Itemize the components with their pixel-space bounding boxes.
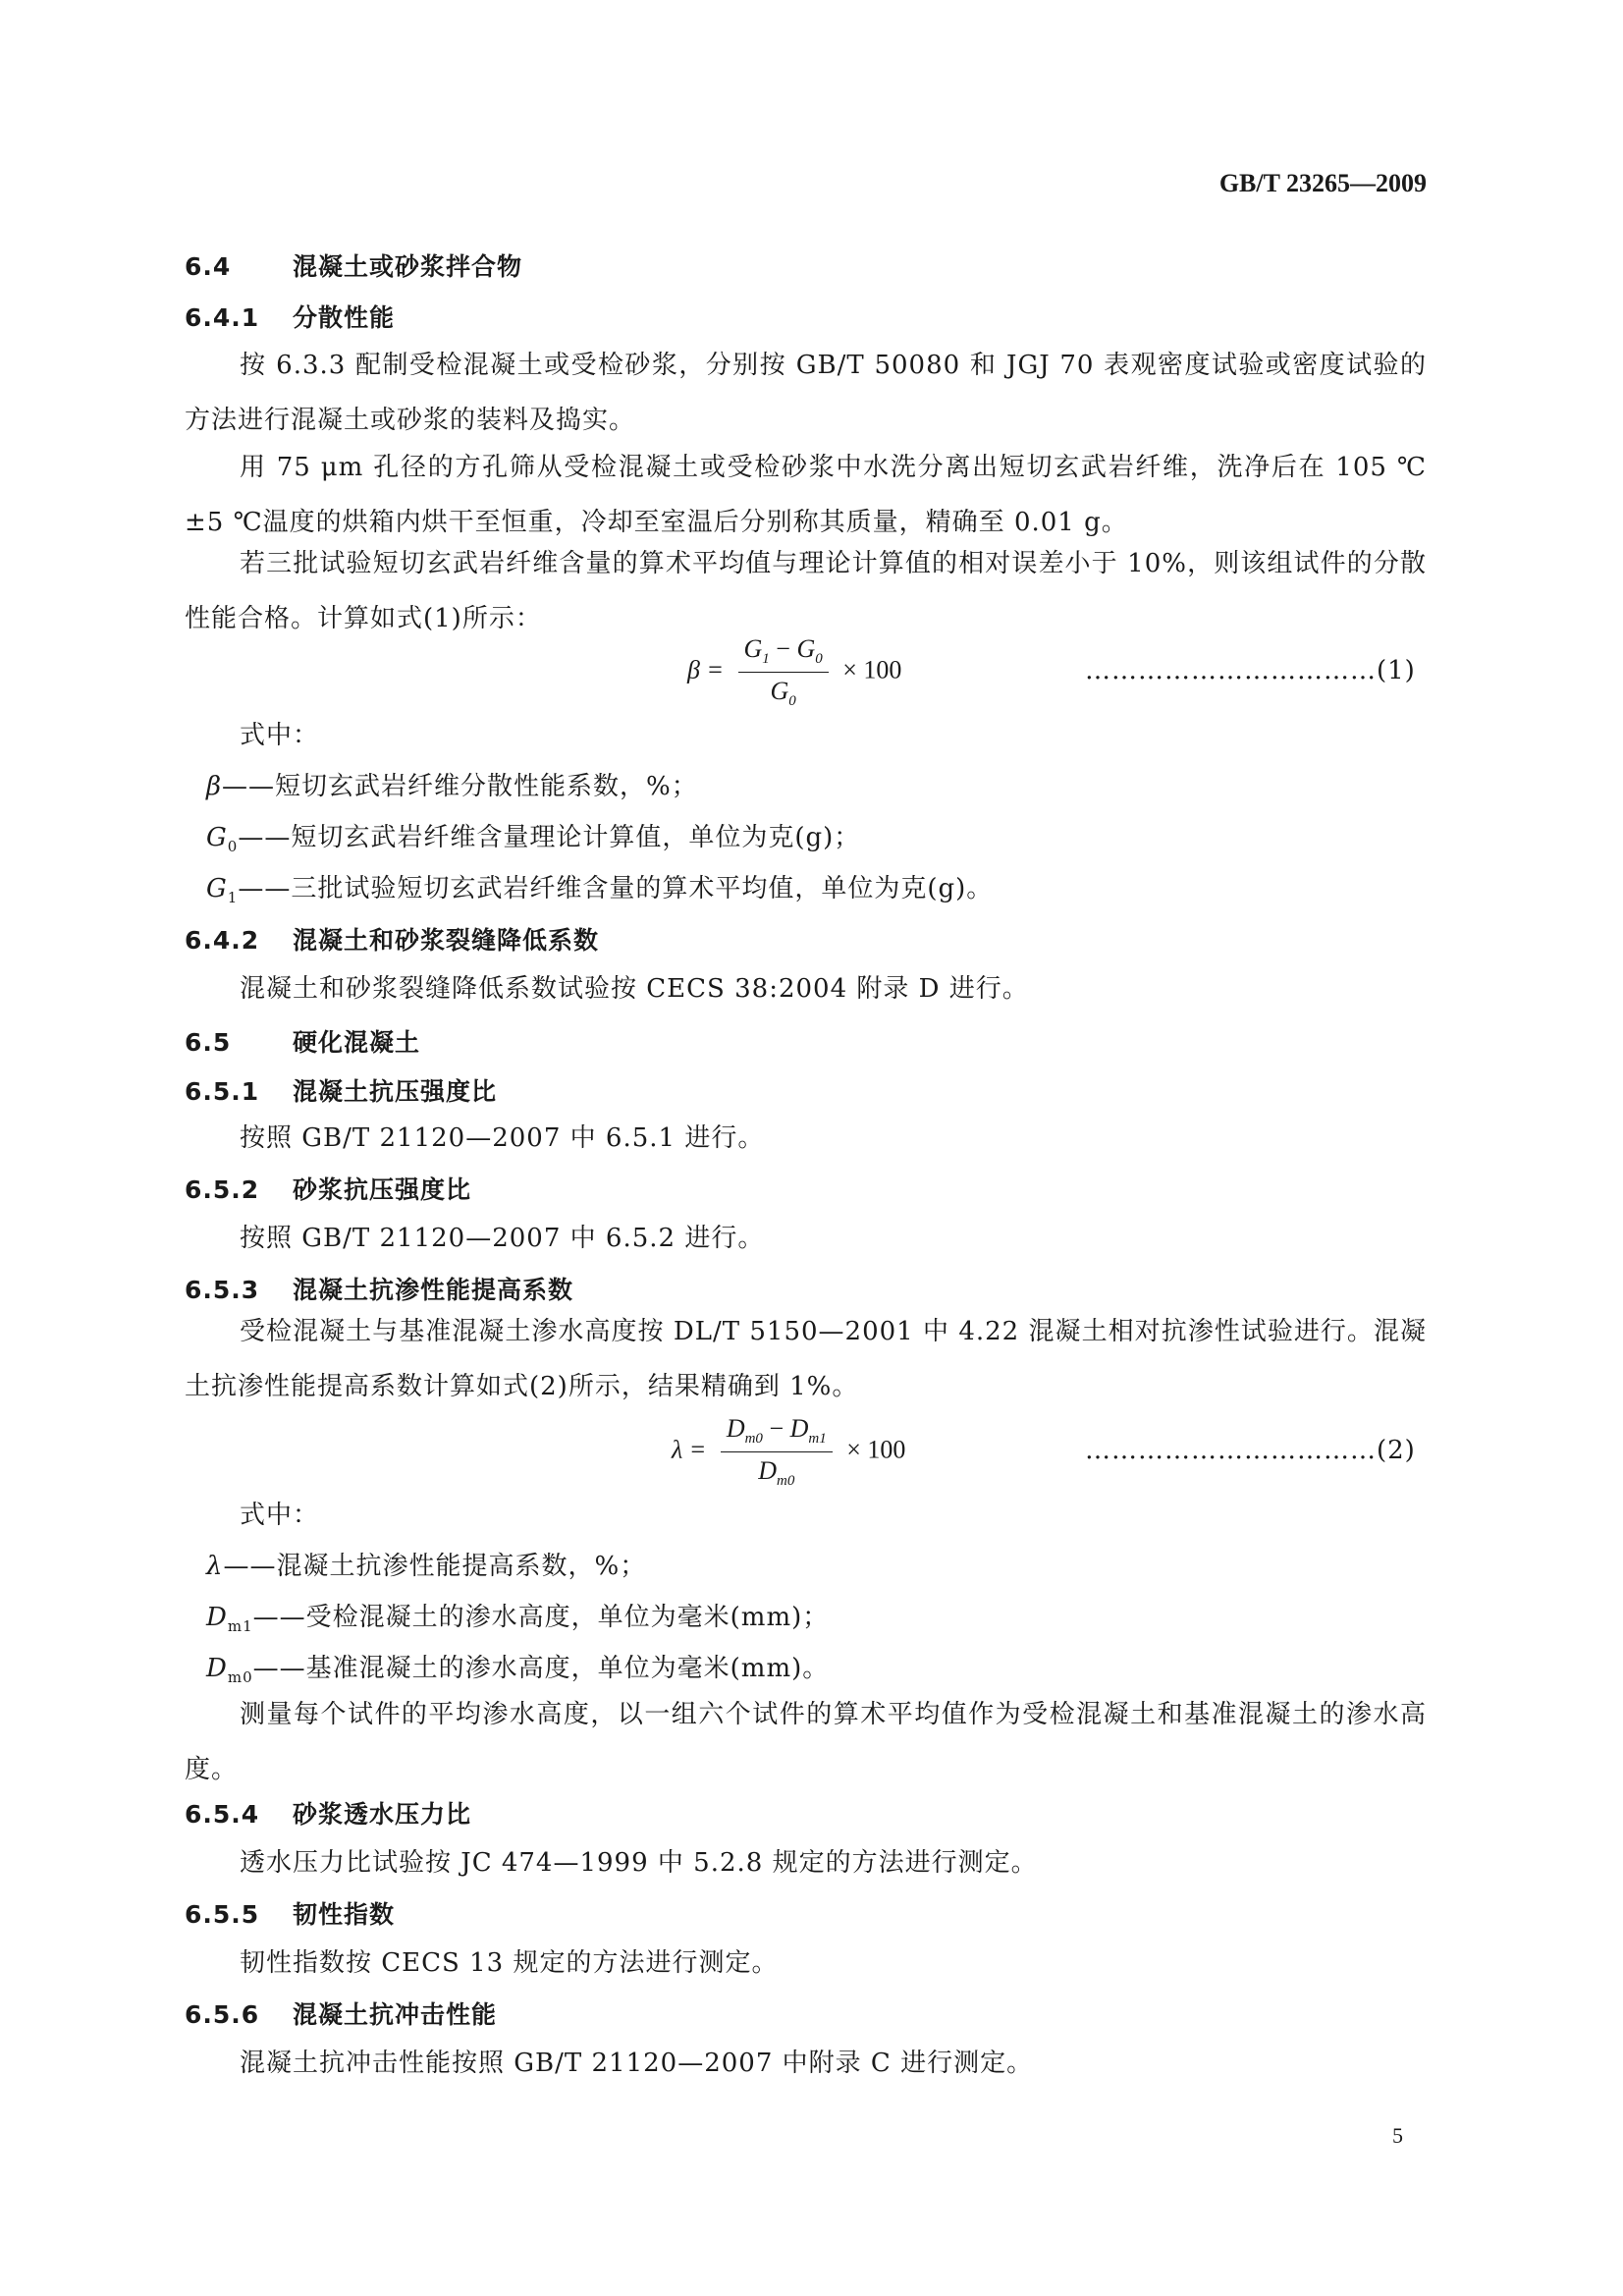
where-label: 式中： (240, 1501, 320, 1530)
paragraph-6-5-2: 按照 GB/T 21120—2007 中 6.5.2 进行。 (240, 1224, 765, 1253)
section-6-4-2-heading (185, 921, 599, 957)
definition-dm0: $D_{m0}——$基准混凝土的渗水高度，单位为毫米(mm)。 (206, 1654, 830, 1687)
formula-multiplier: × 100 (846, 1435, 906, 1464)
paragraph-6-5-6: 混凝土抗冲击性能按照 GB/T 21120—2007 中附录 C 进行测定。 (240, 2049, 1034, 2078)
section-6-5-5-heading (185, 1895, 395, 1931)
section-6-5-2-heading (185, 1171, 471, 1206)
paragraph-6-5-4: 透水压力比试验按 JC 474—1999 中 5.2.8 规定的方法进行测定。 (240, 1848, 1038, 1878)
section-number: 6.5.5 (185, 1900, 260, 1929)
paragraph-permeability: 受检混凝土与基准混凝土渗水高度按 DL/T 5150—2001 中 4.22 混凝土相对抗渗性试验进行。混凝土抗渗性能提高系数计算如式(2)所示，结果精确到 1%。 (185, 1317, 1427, 1401)
formula-2-number: ……………………………(2) (1085, 1436, 1416, 1465)
paragraph-6-5-1: 按照 GB/T 21120—2007 中 6.5.1 进行。 (240, 1123, 765, 1153)
section-number: 6.5.1 (185, 1077, 260, 1106)
paragraph-dispersion-criterion: 若三批试验短切玄武岩纤维含量的算术平均值与理论计算值的相对误差小于 10%，则该组试件的分散性能合格。计算如式(1)所示： (185, 549, 1427, 633)
paragraph-preparation: 按 6.3.3 配制受检混凝土或受检砂浆，分别按 GB/T 50080 和 JGJ 70 表观密度试验或密度试验的方法进行混凝土或砂浆的装料及捣实。 (185, 351, 1427, 435)
section-title: 混凝土抗压强度比 (293, 1077, 498, 1106)
section-6-5-6-heading (185, 1995, 497, 2031)
definition-dm1: $D_{m1}——$受检混凝土的渗水高度，单位为毫米(mm)； (206, 1603, 830, 1636)
formula-lhs: β = (687, 655, 724, 684)
section-number: 6.5.4 (185, 1800, 260, 1829)
section-6-5-1-heading (185, 1072, 497, 1108)
fraction-denominator: $G_0$ (770, 677, 796, 710)
section-title: 硬化混凝土 (293, 1028, 421, 1057)
page-number: 5 (1392, 2123, 1403, 2148)
formula-2 (672, 1414, 905, 1490)
paragraph-6-5-5: 韧性指数按 CECS 13 规定的方法进行测定。 (240, 1948, 779, 1978)
formula-fraction (721, 1414, 833, 1490)
section-number: 6.5.3 (185, 1276, 260, 1304)
section-number: 6.5.6 (185, 2000, 260, 2029)
definition-lambda: λ——混凝土抗渗性能提高系数，%； (206, 1552, 647, 1581)
doc-id-header: GB/T 23265—2009 (1218, 169, 1427, 197)
where-label: 式中： (240, 721, 320, 750)
definition-g0: $G_0——$短切玄武岩纤维含量理论计算值，单位为克(g)； (206, 823, 861, 856)
section-6-4-heading (185, 247, 522, 283)
section-6-5-3-heading (185, 1271, 573, 1306)
fraction-denominator: $D_{m0}$ (758, 1456, 795, 1490)
section-title: 砂浆透水压力比 (293, 1800, 472, 1829)
formula-multiplier: × 100 (842, 655, 902, 684)
section-number: 6.4 (185, 252, 232, 281)
section-6-5-4-heading (185, 1795, 471, 1831)
section-title: 砂浆抗压强度比 (293, 1175, 472, 1204)
section-number: 6.4.2 (185, 926, 260, 955)
section-number: 6.4.1 (185, 303, 260, 332)
formula-lhs: λ = (672, 1435, 707, 1464)
paragraph-crack-test: 混凝土和砂浆裂缝降低系数试验按 CECS 38:2004 附录 D 进行。 (240, 974, 1029, 1004)
section-title: 混凝土和砂浆裂缝降低系数 (293, 926, 600, 955)
fraction-numerator: $G_1 - G_0$ (738, 634, 829, 673)
fraction-numerator: $D_{m0} - D_{m1}$ (721, 1414, 833, 1452)
section-6-5-heading (185, 1023, 420, 1059)
section-title: 韧性指数 (293, 1900, 396, 1929)
paragraph-average-height: 测量每个试件的平均渗水高度，以一组六个试件的算术平均值作为受检混凝土和基准混凝土的渗水高度。 (185, 1700, 1427, 1784)
formula-1-number: ……………………………(1) (1085, 656, 1416, 685)
definition-g1: $G_1——$三批试验短切玄武岩纤维含量的算术平均值，单位为克(g)。 (206, 874, 994, 907)
paragraph-washing: 用 75 μm 孔径的方孔筛从受检混凝土或受检砂浆中水洗分离出短切玄武岩纤维，洗净后在 105 ℃±5 ℃温度的烘箱内烘干至恒重，冷却至室温后分别称其质量，精确至 0.01 g。 (185, 453, 1427, 537)
definition-beta: β——短切玄武岩纤维分散性能系数，%； (206, 772, 698, 801)
formula-1 (687, 634, 901, 710)
section-title: 分散性能 (293, 303, 396, 332)
section-6-4-1-heading (185, 299, 395, 334)
section-number: 6.5 (185, 1028, 232, 1057)
section-number: 6.5.2 (185, 1175, 260, 1204)
section-title: 混凝土抗冲击性能 (293, 2000, 498, 2029)
formula-fraction (738, 634, 829, 710)
section-title: 混凝土或砂浆拌合物 (293, 252, 523, 281)
section-title: 混凝土抗渗性能提高系数 (293, 1276, 574, 1304)
